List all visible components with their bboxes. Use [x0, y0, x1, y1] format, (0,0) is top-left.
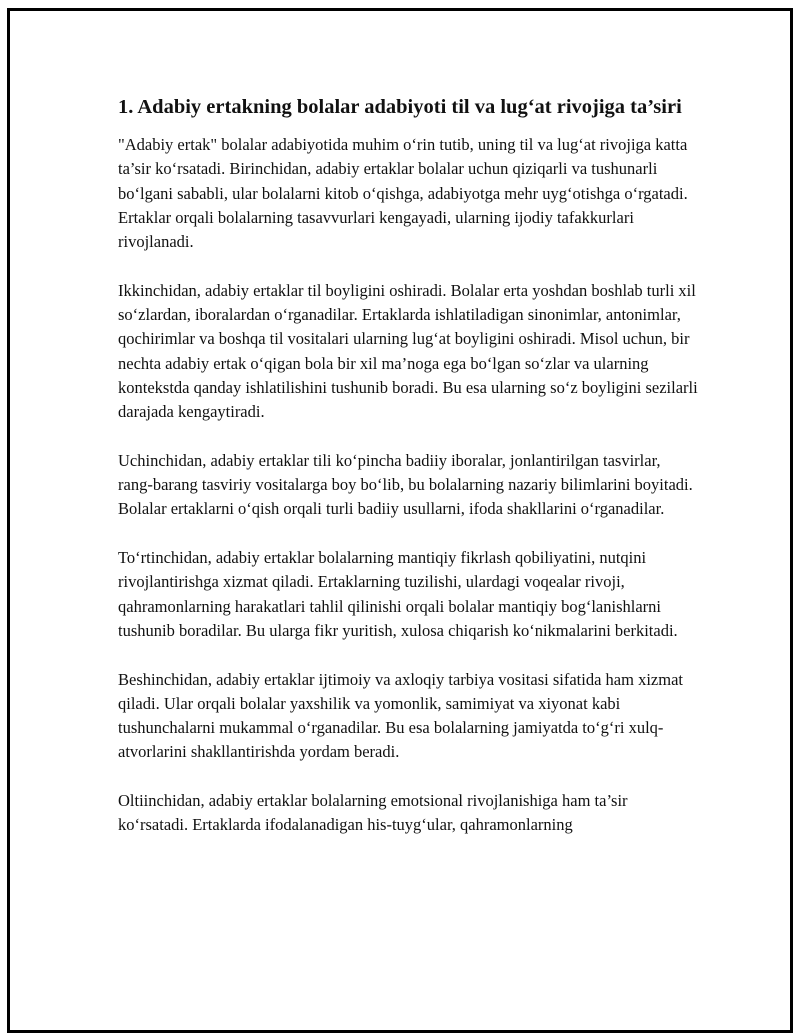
document-body — [118, 94, 698, 862]
paragraph-sixth: Oltiinchidan, adabiy ertaklar bolalarning emotsional rivojlanishiga ham ta’sir ko‘rsatadi. Ertaklarda ifodalanadigan his-tuyg‘ular, qahramonlarning — [118, 791, 628, 835]
paragraph-third: Uchinchidan, adabiy ertaklar tili ko‘pincha badiiy iboralar, jonlantirilgan tasvirlar, rang-barang tasviriy vositalarga boy bo‘lib, bu bolalarning nazariy bilimlarini boyitadi. Bolalar ertaklarni o‘qish orqali turli badiiy usullarni, ifoda shakllarini o‘rganadilar. — [118, 450, 693, 519]
paragraph-fourth: To‘rtinchidan, adabiy ertaklar bolalarning mantiqiy fikrlash qobiliyatini, nutqini rivojlantirishga xizmat qiladi. Ertaklarning tuzilishi, ulardagi voqealar rivoji, qahramonlarning harakatlari tahlil qilinishi orqali bolalar mantiqiy bog‘lanishlarni tushunib boradilar. Bu ularga fikr yuritish, xulosa chiqarish ko‘nikmalarini berkitadi. — [118, 548, 678, 640]
paragraph-second: Ikkinchidan, adabiy ertaklar til boyligini oshiradi. Bolalar erta yoshdan boshlab turli xil so‘zlardan, iboralardan o‘rganadilar. Ertaklarda ishlatiladigan sinonimlar, antonimlar, qochirimlar va boshqa til vositalari ularning lug‘at boyligini oshiradi. Misol uchun, bir nechta adabiy ertak o‘qigan bola bir xil ma’noga ega bo‘lgan so‘zlar va ularning kontekstda qanday ishlatilishini tushunib boradi. Bu esa ularning so‘z boyligini sezilarli darajada kengaytiradi. — [118, 280, 698, 422]
paragraph-intro: "Adabiy ertak" bolalar adabiyotida muhim o‘rin tutib, uning til va lug‘at rivojiga katta ta’sir ko‘rsatadi. Birinchidan, adabiy ertaklar bolalar uchun qiziqarli va tushunarli bo‘lgani sababli, ular bolalarni kitob o‘qishga, adabiyotga mehr uyg‘otishga o‘rgatadi. Ertaklar orqali bolalarning tasavvurlari kengayadi, ularning ijodiy tafakkurlari rivojlanadi. — [118, 135, 688, 252]
section-title: 1. Adabiy ertakning bolalar adabiyoti til va lug‘at rivojiga ta’siri — [118, 96, 682, 118]
paragraph-fifth: Beshinchidan, adabiy ertaklar ijtimoiy va axloqiy tarbiya vositasi sifatida ham xizmat qiladi. Ular orqali bolalar yaxshilik va yomonlik, samimiyat va xiyonat kabi tushunchalarni mukammal o‘rganadilar. Bu esa bolalarning jamiyatda to‘g‘ri xulq-atvorlarini shakllantirishda yordam beradi. — [118, 669, 683, 762]
